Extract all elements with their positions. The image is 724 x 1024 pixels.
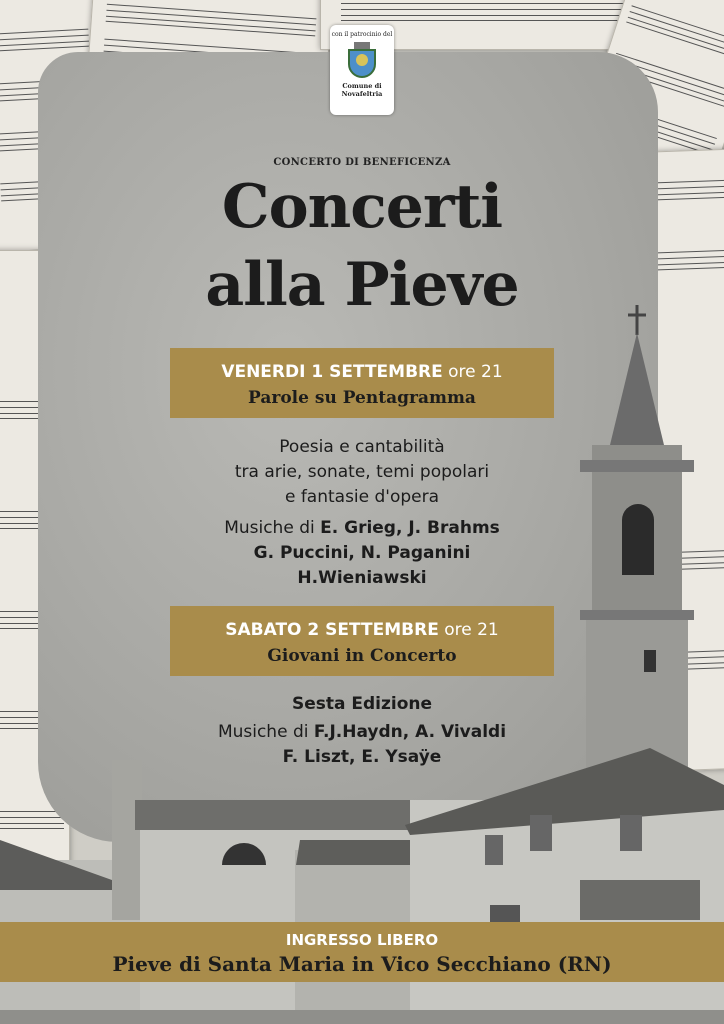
coat-of-arms-icon xyxy=(344,40,380,78)
concert1-desc-line2: tra arie, sonate, temi popolari xyxy=(234,462,490,482)
venue-name: Pieve di Santa Maria in Vico Secchiano (RN) xyxy=(112,952,612,976)
concert1-composers-line2: G. Puccini, N. Paganini xyxy=(253,543,471,563)
town-name: Comune di Novafeltria xyxy=(341,82,383,98)
concert2-banner xyxy=(170,606,554,676)
concert1-description xyxy=(0,435,724,510)
concert1-composers xyxy=(0,516,724,591)
patronage-text: con il patrocinio del xyxy=(331,31,393,38)
concert1-desc-line3: e fantasie d'opera xyxy=(284,487,440,507)
concert2-composers-line1: F.J.Haydn, A. Vivaldi xyxy=(313,722,507,742)
concert2-composers-line2: F. Liszt, E. Ysaÿe xyxy=(282,747,442,767)
concert1-time: ore 21 xyxy=(448,362,503,382)
municipal-crest xyxy=(330,25,394,115)
concert1-day: VENERDI 1 SETTEMBRE xyxy=(221,362,443,382)
concert2-edition: Sesta Edizione xyxy=(291,694,433,714)
concert2-name: Giovani in Concerto xyxy=(267,646,457,666)
footer-banner xyxy=(0,922,724,982)
concert1-date xyxy=(170,362,554,382)
free-entry-label: INGRESSO LIBERO xyxy=(285,931,439,949)
concert1-banner xyxy=(170,348,554,418)
page-title-line1: Concerti xyxy=(221,172,503,242)
concert2-day: SABATO 2 SETTEMBRE xyxy=(225,620,439,640)
concert2-music-prefix: Musiche di xyxy=(217,722,309,742)
concert2-date xyxy=(170,620,554,640)
concert1-desc-line1: Poesia e cantabilità xyxy=(279,437,445,457)
concert1-composers-line1: E. Grieg, J. Brahms xyxy=(320,518,500,538)
page-title-line2: alla Pieve xyxy=(205,250,519,320)
concert1-name: Parole su Pentagramma xyxy=(248,388,476,408)
concert2-details xyxy=(0,692,724,770)
concert1-composers-line3: H.Wieniawski xyxy=(297,568,427,588)
event-kicker: CONCERTO DI BENEFICENZA xyxy=(273,157,451,168)
concert1-music-prefix: Musiche di xyxy=(224,518,315,538)
concert2-time: ore 21 xyxy=(444,620,499,640)
